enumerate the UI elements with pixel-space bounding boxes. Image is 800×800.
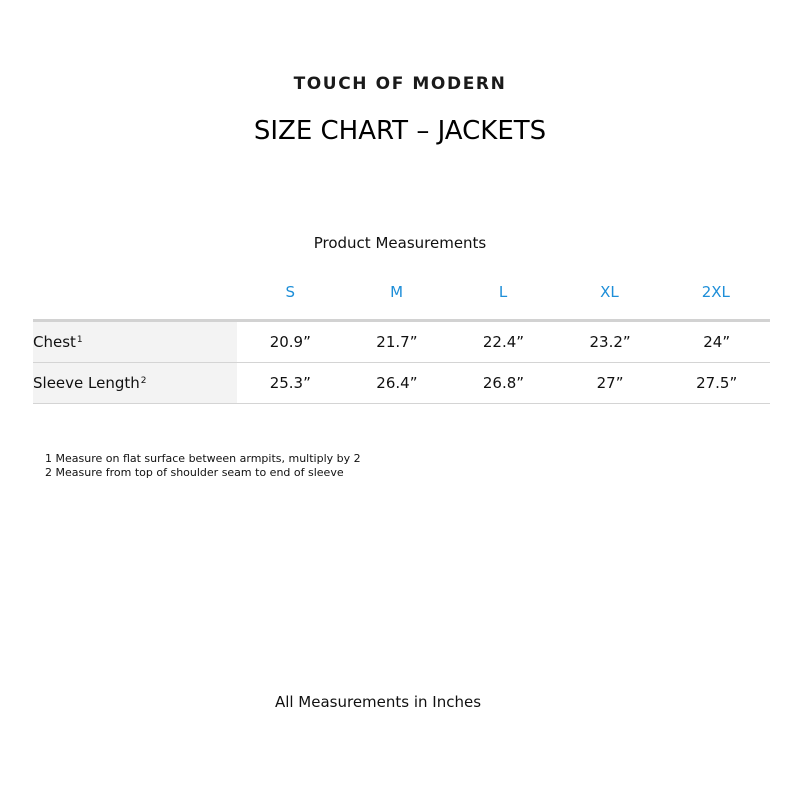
table-cell: 26.4” xyxy=(376,374,418,392)
brand-logo: TOUCH OF MODERN xyxy=(293,74,507,94)
table-cell: 24” xyxy=(703,333,731,351)
footnote-ref: 1 xyxy=(76,335,83,345)
page-title: SIZE CHART – JACKETS xyxy=(253,116,547,146)
row-values xyxy=(237,322,770,362)
table-cell: 27.5” xyxy=(696,374,738,392)
table-cell: 27” xyxy=(596,374,624,392)
table-cell: 23.2” xyxy=(589,333,631,351)
table-cell: 26.8” xyxy=(482,374,525,392)
footnotes xyxy=(45,452,361,480)
row-label-sleeve-length xyxy=(33,363,237,403)
size-header-s: S xyxy=(285,283,295,301)
table-cell: 22.4” xyxy=(482,333,525,351)
table-cell: 20.9” xyxy=(269,333,311,351)
size-header-row xyxy=(237,283,769,305)
row-label-text: Sleeve Length xyxy=(33,374,140,392)
size-header-2xl: 2XL xyxy=(701,283,730,301)
table-row-sleeve-length xyxy=(33,363,770,404)
row-label-text: Chest xyxy=(33,333,76,351)
units-note: All Measurements in Inches xyxy=(274,693,482,711)
row-label-chest xyxy=(33,322,237,362)
table-cell: 21.7” xyxy=(376,333,418,351)
size-header-m: M xyxy=(390,283,404,301)
footnote-ref: 2 xyxy=(140,376,147,386)
table-cell: 25.3” xyxy=(269,374,311,392)
size-header-l: L xyxy=(498,283,508,301)
footnote-1: 1 Measure on flat surface between armpits, multiply by 2 xyxy=(45,452,361,465)
size-header-xl: XL xyxy=(600,283,619,301)
table-row-chest xyxy=(33,322,770,363)
row-values xyxy=(237,363,770,403)
footnote-2: 2 Measure from top of shoulder seam to end of sleeve xyxy=(45,466,344,479)
table-caption: Product Measurements xyxy=(313,234,487,252)
